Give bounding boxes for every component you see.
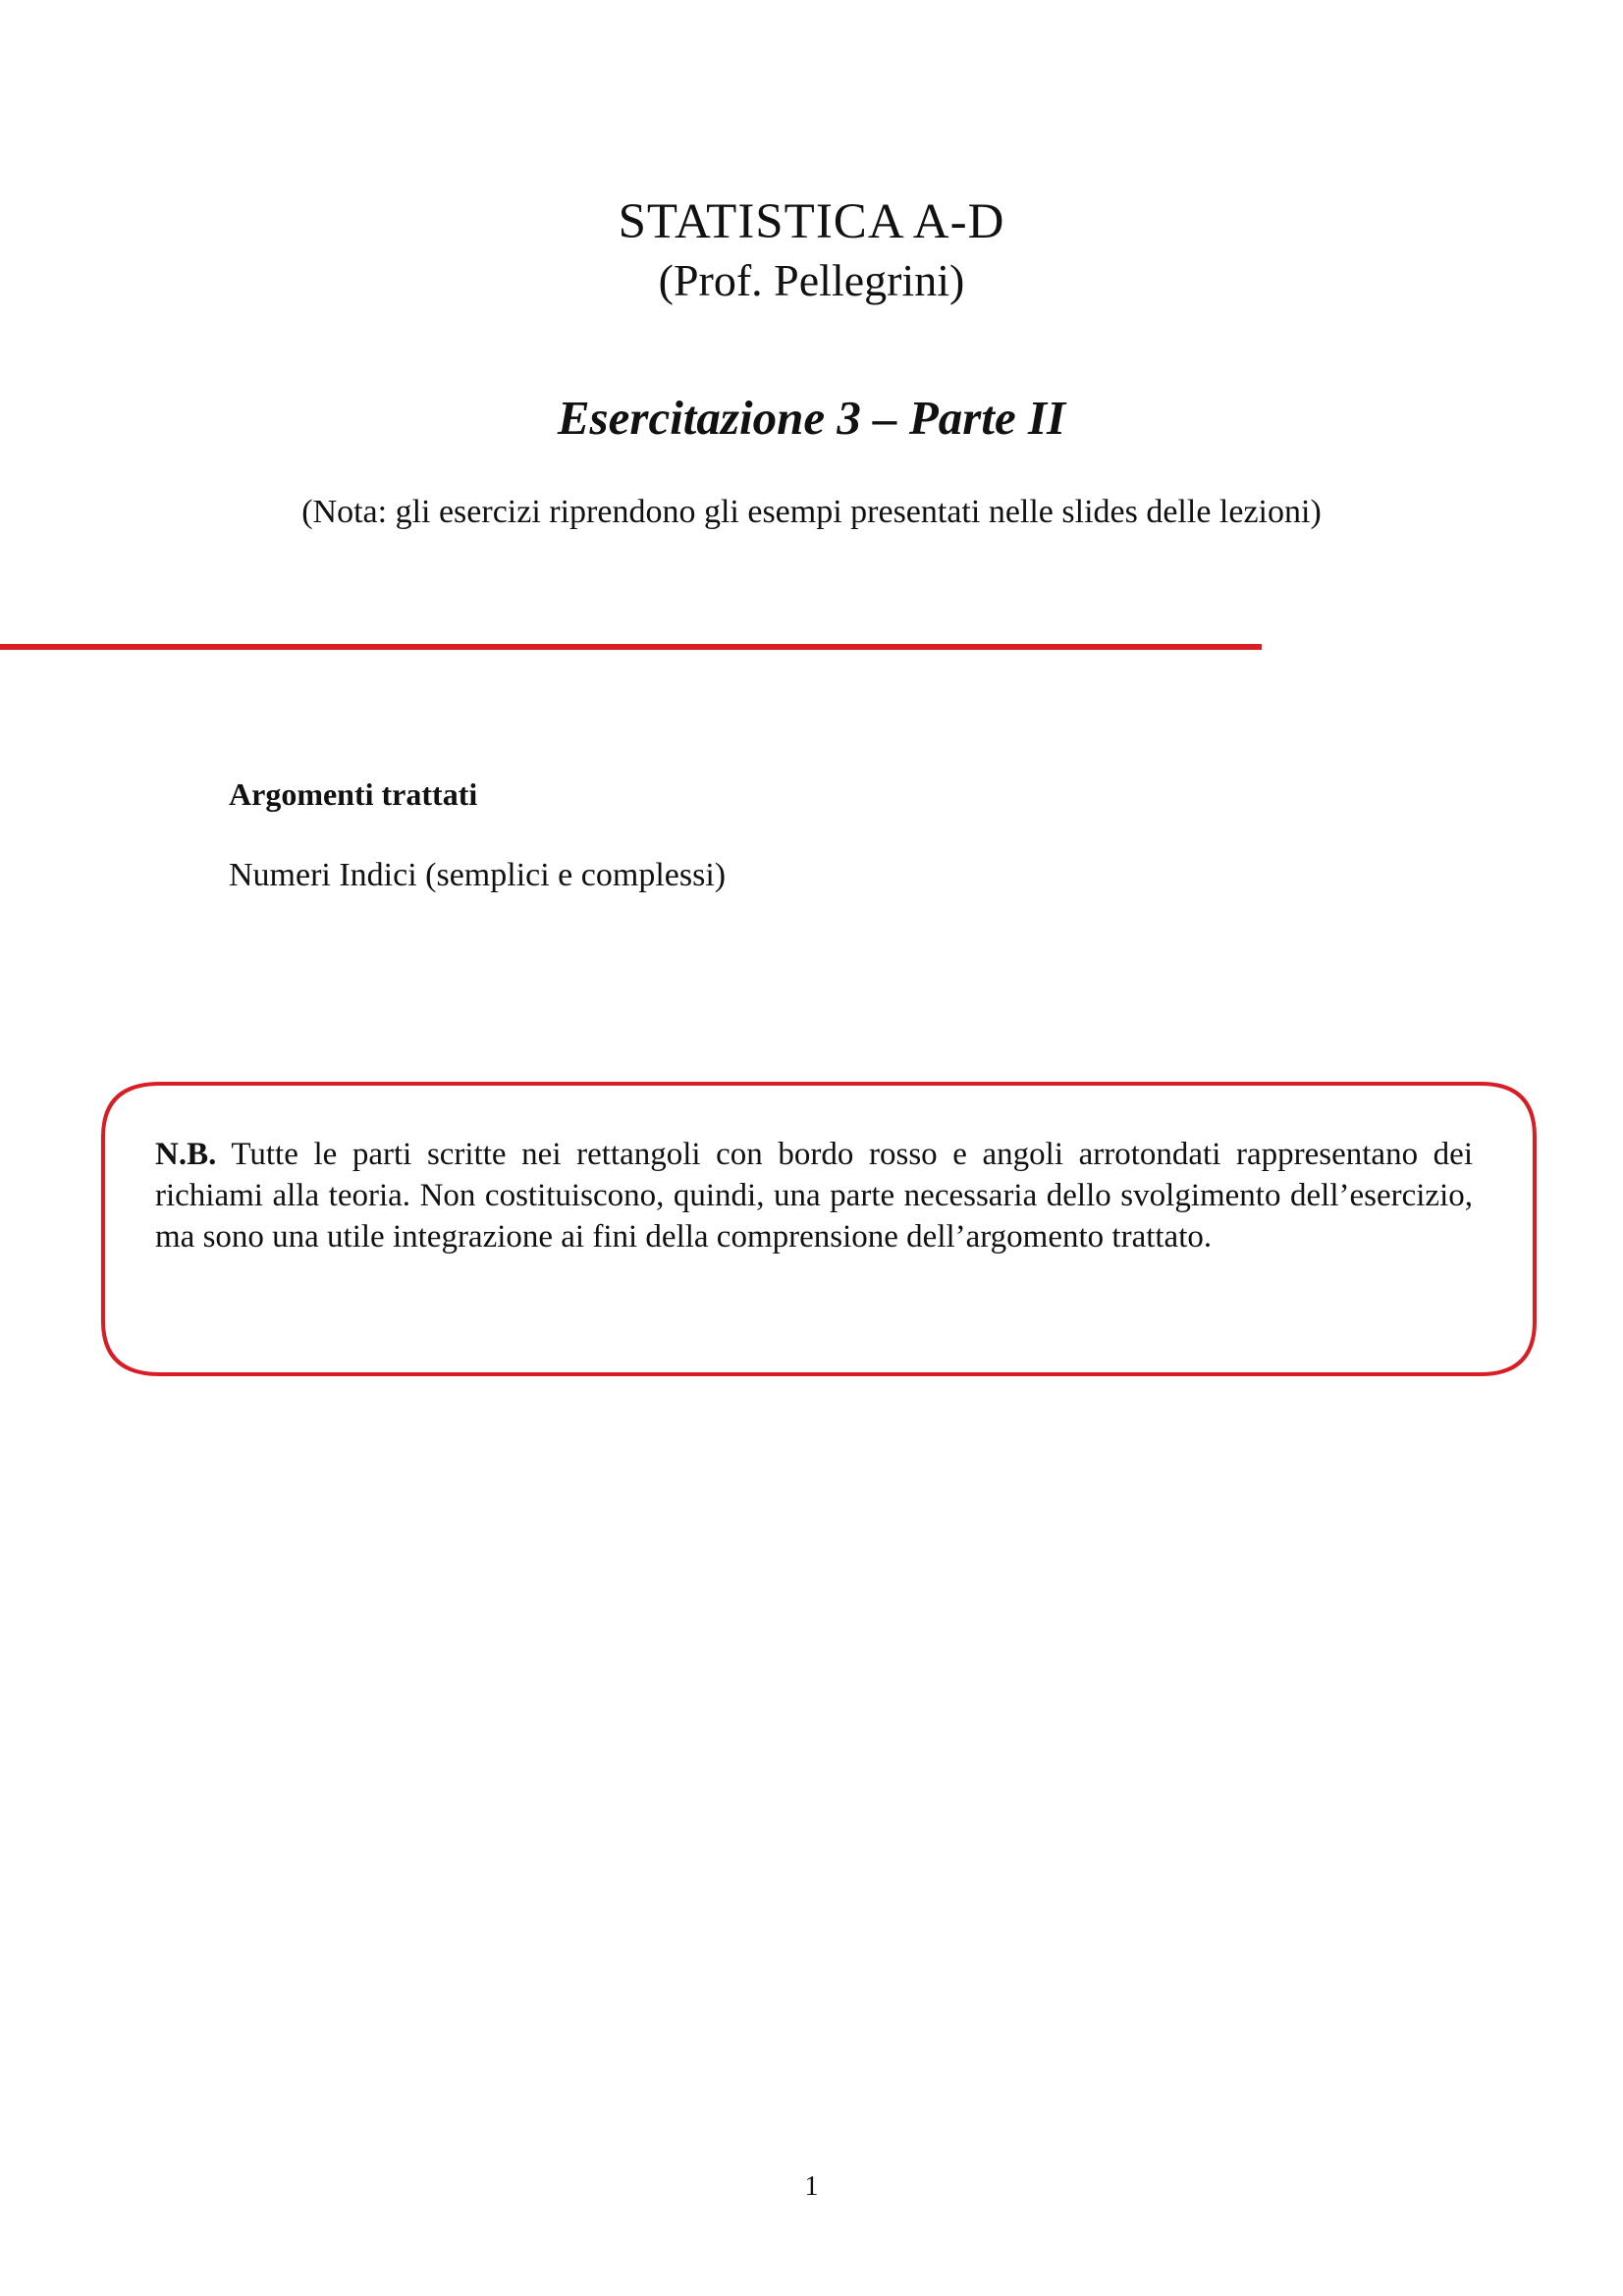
- topic-item: Numeri Indici (semplici e complessi): [229, 857, 727, 893]
- professor-name: (Prof. Pellegrini): [658, 255, 965, 305]
- course-title: STATISTICA A-D: [618, 194, 1005, 249]
- exercise-note: (Nota: gli esercizi riprendono gli esempi presentati nelle slides delle lezioni): [301, 494, 1322, 530]
- topics-heading: Argomenti trattati: [229, 776, 478, 812]
- exercise-title: Esercitazione 3 – Parte II: [557, 391, 1066, 445]
- red-divider: [0, 644, 1262, 650]
- theory-note-text: [155, 1134, 1473, 1257]
- page-number: 1: [804, 2171, 819, 2202]
- nb-body: Tutte le parti scritte nei rettangoli con bordo rosso e angoli arrotondati rappresentano dei richiami alla teoria. Non costituiscono, quindi, una parte necessaria dello svolgimento dell’esercizio, ma sono una utile integrazione ai fini della comprensione dell’argomento trattato.: [155, 1137, 1473, 1255]
- nb-label: N.B.: [155, 1137, 217, 1172]
